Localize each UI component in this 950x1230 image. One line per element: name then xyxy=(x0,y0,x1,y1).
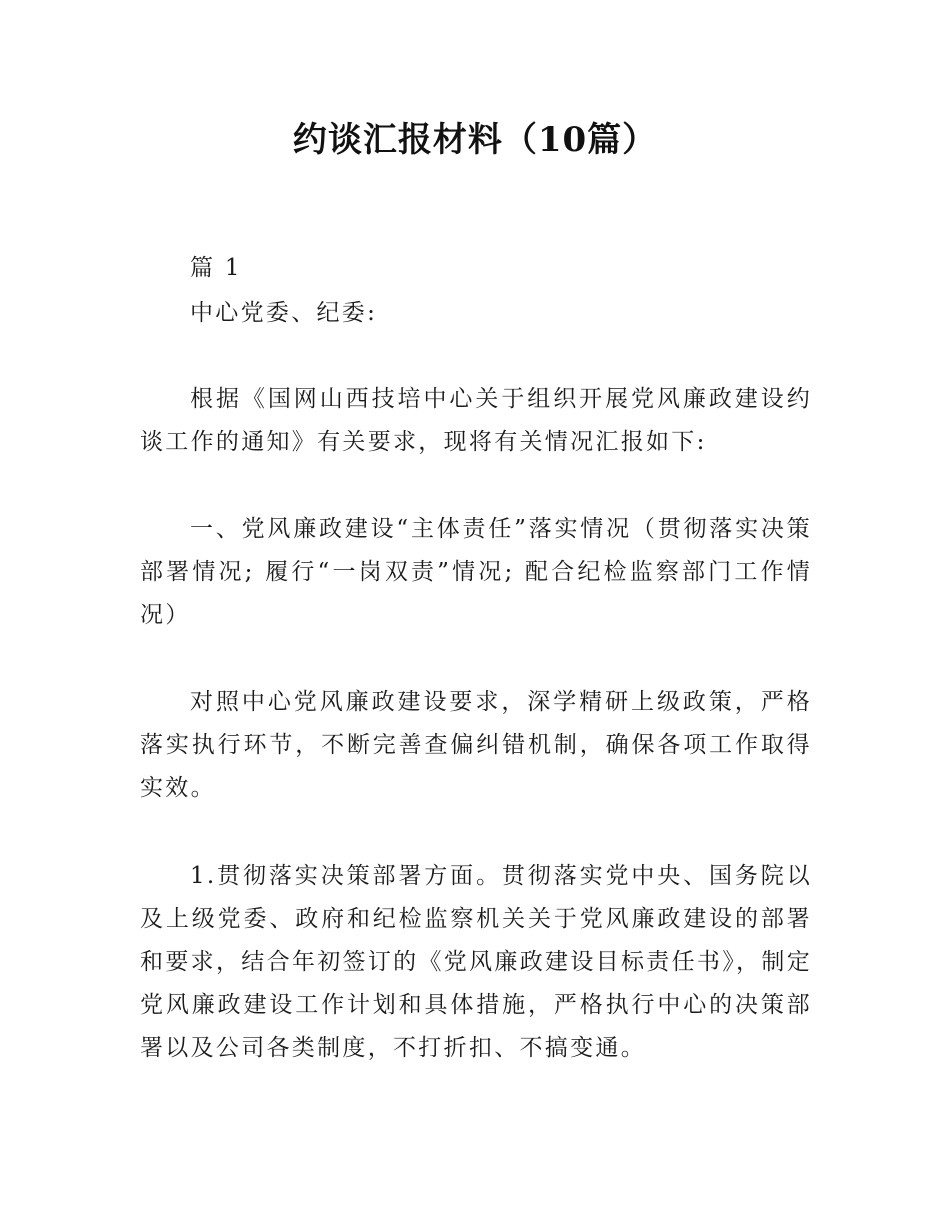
salutation: 中心党委、纪委: xyxy=(190,300,378,326)
item-one-paragraph: 1.贯彻落实决策部署方面。贯彻落实党中央、国务院以及上级党委、政府和纪检监察机关关于党风廉政建设的部署和要求，结合年初签订的《党风廉政建设目标责任书》，制定党风廉政建设工作计划和具体措施，严格执行中心的决策部署以及公司各类制度，不打折扣、不搞变通。 xyxy=(140,863,812,1061)
heading-one: 一、党风廉政建设“主体责任”落实情况（贯彻落实决策部署情况; 履行“一岗双责”情况; 配合纪检监察部门工作情况） xyxy=(140,516,812,628)
section-label: 篇 1 xyxy=(190,255,242,281)
intro-paragraph: 根据《国网山西技培中心关于组织开展党风廉政建设约谈工作的通知》有关要求，现将有关情况汇报如下: xyxy=(140,386,812,455)
document-title: 约谈汇报材料（10篇） xyxy=(292,120,658,160)
body-paragraph: 对照中心党风廉政建设要求，深学精研上级政策，严格落实执行环节，不断完善查偏纠错机制，确保各项工作取得实效。 xyxy=(140,689,812,801)
